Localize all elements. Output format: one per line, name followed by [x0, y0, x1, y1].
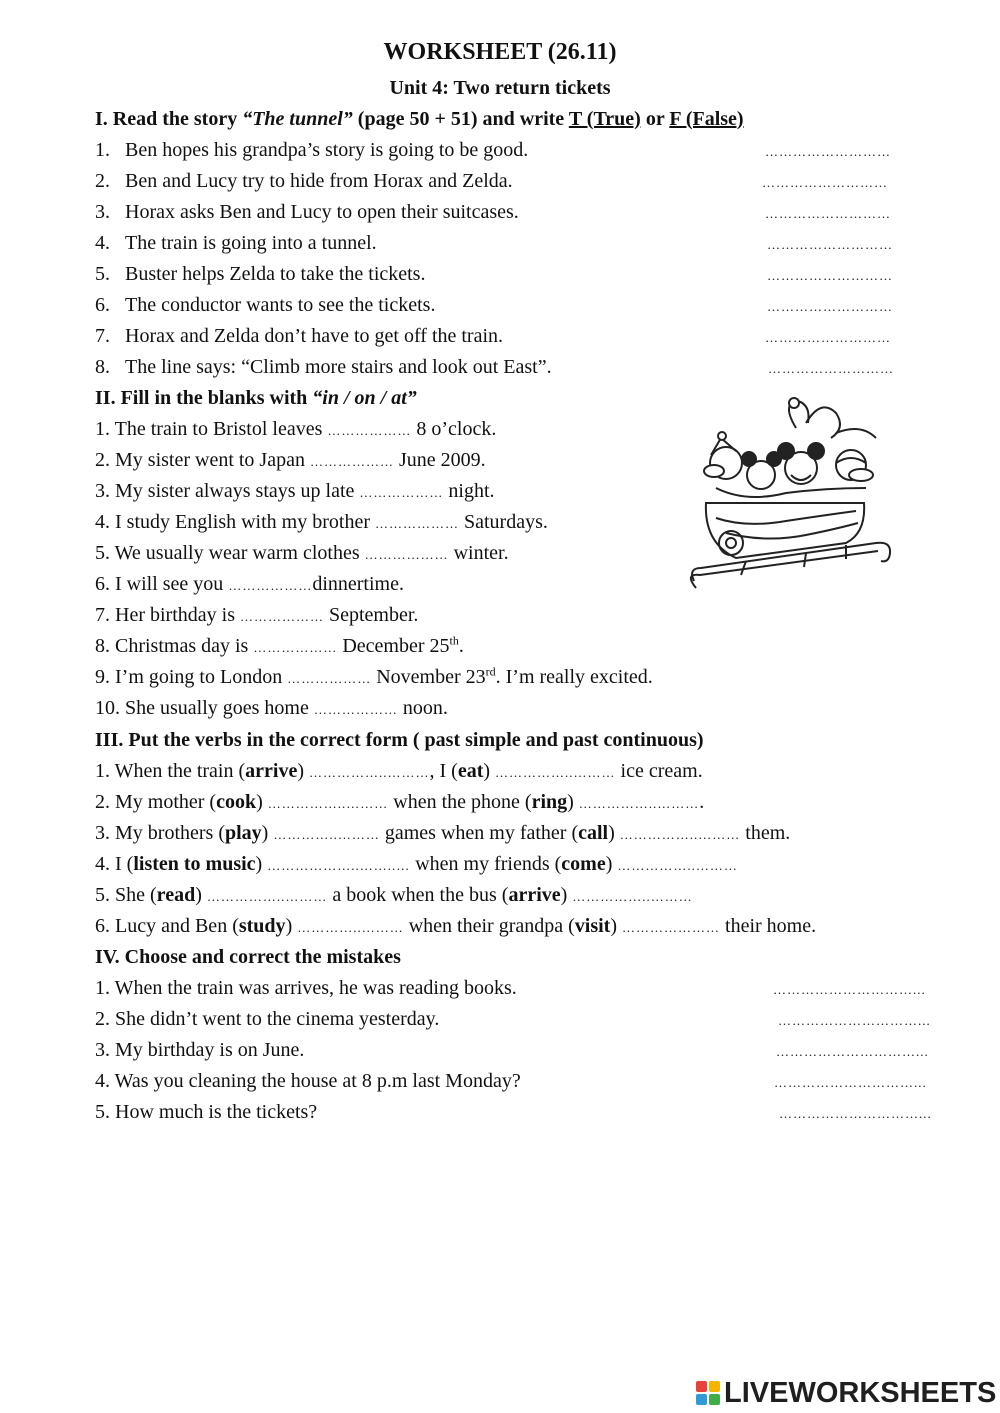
- cartoon-sleigh-illustration: [686, 393, 896, 598]
- sentence-part: 4. I (: [95, 853, 134, 875]
- verb-1: arrive: [245, 760, 298, 782]
- verb-1: cook: [216, 791, 257, 813]
- sentence-start: 2. My sister went to Japan: [95, 449, 310, 471]
- correction-blank[interactable]: …………………………...: [779, 1106, 932, 1121]
- tf-answer-blank[interactable]: ………………………: [767, 237, 893, 252]
- item-number: 1.: [95, 139, 110, 161]
- sentence-end: winter.: [448, 542, 509, 564]
- fill-blank-sentence: [95, 446, 486, 476]
- sentence-part: ): [560, 884, 573, 906]
- sentence-start: 1. The train to Bristol leaves: [95, 418, 328, 440]
- section-2-heading: [95, 384, 417, 412]
- fill-blank-sentence: [95, 694, 448, 724]
- sentence-part: when the phone (: [388, 791, 532, 813]
- preposition-blank[interactable]: ………………: [313, 702, 398, 717]
- correction-blank[interactable]: …………………………...: [776, 1044, 929, 1059]
- tf-statement: [95, 167, 513, 195]
- verb-blank-2[interactable]: ……………..………: [617, 858, 738, 873]
- sentence-end: night.: [443, 480, 495, 502]
- verb-blank-1[interactable]: ……………..………: [309, 765, 430, 780]
- sentence-start: 6. I will see you: [95, 573, 229, 595]
- sentence-tail: .: [458, 635, 464, 657]
- verb-2: visit: [574, 915, 611, 937]
- statement-text: The line says: “Climb more stairs and look out East”.: [125, 356, 552, 378]
- liveworksheets-logo: [696, 1376, 996, 1410]
- preposition-blank[interactable]: ………………: [239, 609, 324, 624]
- sentence-part: them.: [740, 822, 791, 844]
- tf-answer-blank[interactable]: ………………………: [767, 299, 893, 314]
- sentence-part: ): [261, 822, 274, 844]
- sentence-part: ): [195, 884, 207, 906]
- sentence-end: September.: [323, 604, 419, 626]
- fill-blank-sentence: [95, 632, 464, 662]
- tf-statement: [95, 260, 425, 288]
- verb-1: read: [156, 884, 196, 906]
- page-title: WORKSHEET (26.11): [383, 39, 617, 65]
- item-number: 7.: [95, 325, 110, 347]
- verb-blank-2[interactable]: ……………..………: [572, 889, 693, 904]
- sentence-end: Saturdays.: [458, 511, 548, 533]
- sentence-part: , I (: [429, 760, 458, 782]
- verb-1: study: [238, 915, 286, 937]
- section-1-middle: (page 50 + 51) and write: [352, 108, 569, 130]
- sentence-tail: . I’m really excited.: [495, 666, 653, 688]
- page-subtitle: Unit 4: Two return tickets: [389, 77, 611, 99]
- verb-form-sentence: [95, 881, 693, 911]
- sentence-part: ): [285, 915, 298, 937]
- fill-blank-sentence: [95, 570, 404, 600]
- verb-1: listen to music: [133, 853, 256, 875]
- sentence-part: 5. She (: [95, 884, 157, 906]
- mistake-sentence: 5. How much is the tickets?: [95, 1101, 318, 1123]
- preposition-blank[interactable]: ………………: [287, 671, 372, 686]
- section-4-heading: IV. Choose and correct the mistakes: [95, 946, 401, 968]
- verb-form-sentence: [95, 912, 816, 942]
- item-number: 3.: [95, 201, 110, 223]
- verb-blank-2[interactable]: ……………..………: [578, 796, 700, 811]
- sentence-start: 3. My sister always stays up late: [95, 480, 360, 502]
- ordinal-suffix: th: [449, 633, 459, 648]
- verb-blank-1[interactable]: ……………..………: [206, 889, 328, 904]
- sentence-end: June 2009.: [393, 449, 486, 471]
- correction-blank[interactable]: …………………………...: [773, 982, 926, 997]
- liveworksheets-logo-icon: [696, 1381, 720, 1405]
- statement-text: The conductor wants to see the tickets.: [125, 294, 436, 316]
- verb-blank-2[interactable]: ……………..………: [495, 765, 616, 780]
- sentence-start: 8. Christmas day is: [95, 635, 254, 657]
- tf-statement: [95, 353, 552, 381]
- item-number: 8.: [95, 356, 110, 378]
- fill-blank-sentence: [95, 477, 495, 507]
- sentence-part: 1. When the train (: [95, 760, 246, 782]
- verb-blank-2[interactable]: …………………: [622, 920, 721, 935]
- preposition-blank[interactable]: ………………: [228, 578, 313, 593]
- tf-statement: [95, 322, 503, 350]
- sentence-part: ): [567, 791, 579, 813]
- sentence-part: ): [483, 760, 496, 782]
- verb-blank-1[interactable]: ……………..………: [267, 796, 389, 811]
- verb-blank-1[interactable]: …………..………: [273, 827, 380, 842]
- item-number: 4.: [95, 232, 110, 254]
- statement-text: Ben and Lucy try to hide from Horax and Zelda.: [125, 170, 513, 192]
- sentence-part: 6. Lucy and Ben (: [95, 915, 239, 937]
- fill-blank-sentence: [95, 601, 418, 631]
- section-1-heading: [95, 105, 744, 133]
- statement-text: Buster helps Zelda to take the tickets.: [125, 263, 426, 285]
- liveworksheets-brand: LIVEWORKSHEETS: [724, 1376, 997, 1409]
- true-label: T (True): [568, 108, 641, 130]
- sentence-start: 7. Her birthday is: [95, 604, 240, 626]
- sentence-part: ): [255, 853, 268, 875]
- sentence-end: dinnertime.: [312, 573, 404, 595]
- sentence-part: their home.: [720, 915, 817, 937]
- verb-form-sentence: [95, 757, 703, 787]
- correction-blank[interactable]: …………………………...: [778, 1013, 931, 1028]
- mistake-sentence: 1. When the train was arrives, he was reading books.: [95, 977, 517, 999]
- section-2-options: “in / on / at”: [312, 387, 417, 409]
- statement-text: Horax asks Ben and Lucy to open their suitcases.: [125, 201, 519, 223]
- sentence-part: ): [608, 822, 620, 844]
- tf-statement: [95, 291, 435, 319]
- fill-blank-sentence: [95, 415, 496, 445]
- verb-form-sentence: [95, 819, 790, 849]
- sentence-part: games when my father (: [379, 822, 579, 844]
- verb-2: call: [578, 822, 609, 844]
- verb-blank-2[interactable]: ……………..………: [619, 827, 741, 842]
- tf-statement: [95, 198, 519, 226]
- verb-form-sentence: [95, 850, 738, 880]
- tf-answer-blank[interactable]: ………………………: [765, 330, 891, 345]
- sentence-end: December 25: [337, 635, 450, 657]
- verb-blank-1[interactable]: ………………..……..…: [267, 858, 411, 873]
- tf-answer-blank[interactable]: ………………………: [765, 144, 891, 159]
- preposition-blank[interactable]: ………………: [253, 640, 338, 655]
- mistake-sentence: 3. My birthday is on June.: [95, 1039, 305, 1061]
- sentence-part: 3. My brothers (: [95, 822, 225, 844]
- preposition-blank[interactable]: ………………: [359, 485, 444, 500]
- verb-2: eat: [457, 760, 484, 782]
- verb-1: play: [224, 822, 262, 844]
- sentence-start: 10. She usually goes home: [95, 697, 314, 719]
- item-number: 5.: [95, 263, 110, 285]
- fill-blank-sentence: [95, 508, 548, 538]
- tf-answer-blank[interactable]: ………………………: [767, 268, 893, 283]
- section-2-prefix: II. Fill in the blanks with: [95, 387, 313, 409]
- sentence-part: ): [610, 915, 623, 937]
- sentence-part: ): [605, 853, 618, 875]
- tf-answer-blank[interactable]: ………………………: [765, 206, 891, 221]
- tf-statement: [95, 136, 528, 164]
- tf-answer-blank[interactable]: ………………………: [762, 175, 888, 190]
- verb-2: ring: [531, 791, 568, 813]
- sentence-end: November 23: [371, 666, 486, 688]
- sentence-part: ): [256, 791, 268, 813]
- mistake-sentence: 2. She didn’t went to the cinema yesterday.: [95, 1008, 440, 1030]
- sentence-part: .: [699, 791, 705, 813]
- sentence-part: when their grandpa (: [403, 915, 575, 937]
- tf-statement: [95, 229, 377, 257]
- fill-blank-sentence: [95, 663, 653, 693]
- section-1-story-title: “The tunnel”: [242, 108, 353, 130]
- preposition-blank[interactable]: ………………: [327, 423, 412, 438]
- item-number: 6.: [95, 294, 110, 316]
- section-3-heading: III. Put the verbs in the correct form ( past simple and past continuous): [95, 729, 704, 751]
- sentence-part: a book when the bus (: [327, 884, 509, 906]
- verb-blank-1[interactable]: …………..………: [297, 920, 404, 935]
- verb-form-sentence: [95, 788, 704, 818]
- section-1-or: or: [640, 108, 670, 130]
- statement-text: Ben hopes his grandpa’s story is going to be good.: [125, 139, 529, 161]
- preposition-blank[interactable]: ………………: [374, 516, 459, 531]
- tf-answer-blank[interactable]: ………………………: [768, 361, 894, 376]
- sentence-part: ): [297, 760, 309, 782]
- statement-text: Horax and Zelda don’t have to get off the train.: [125, 325, 504, 347]
- statement-text: The train is going into a tunnel.: [125, 232, 377, 254]
- correction-blank[interactable]: …………………………...: [774, 1075, 927, 1090]
- sentence-start: 9. I’m going to London: [95, 666, 288, 688]
- section-1-prefix: I. Read the story: [95, 108, 243, 130]
- sentence-end: noon.: [397, 697, 448, 719]
- fill-blank-sentence: [95, 539, 509, 569]
- ordinal-suffix: rd: [485, 664, 496, 679]
- sentence-part: when my friends (: [410, 853, 562, 875]
- sentence-start: 4. I study English with my brother: [95, 511, 375, 533]
- item-number: 2.: [95, 170, 110, 192]
- mistake-sentence: 4. Was you cleaning the house at 8 p.m last Monday?: [95, 1070, 521, 1092]
- preposition-blank[interactable]: ………………: [364, 547, 449, 562]
- sentence-part: 2. My mother (: [95, 791, 217, 813]
- verb-2: arrive: [508, 884, 561, 906]
- sentence-part: ice cream.: [615, 760, 703, 782]
- preposition-blank[interactable]: ………………: [309, 454, 394, 469]
- verb-2: come: [561, 853, 606, 875]
- false-label: F (False): [669, 108, 744, 130]
- sentence-end: 8 o’clock.: [411, 418, 497, 440]
- sentence-start: 5. We usually wear warm clothes: [95, 542, 365, 564]
